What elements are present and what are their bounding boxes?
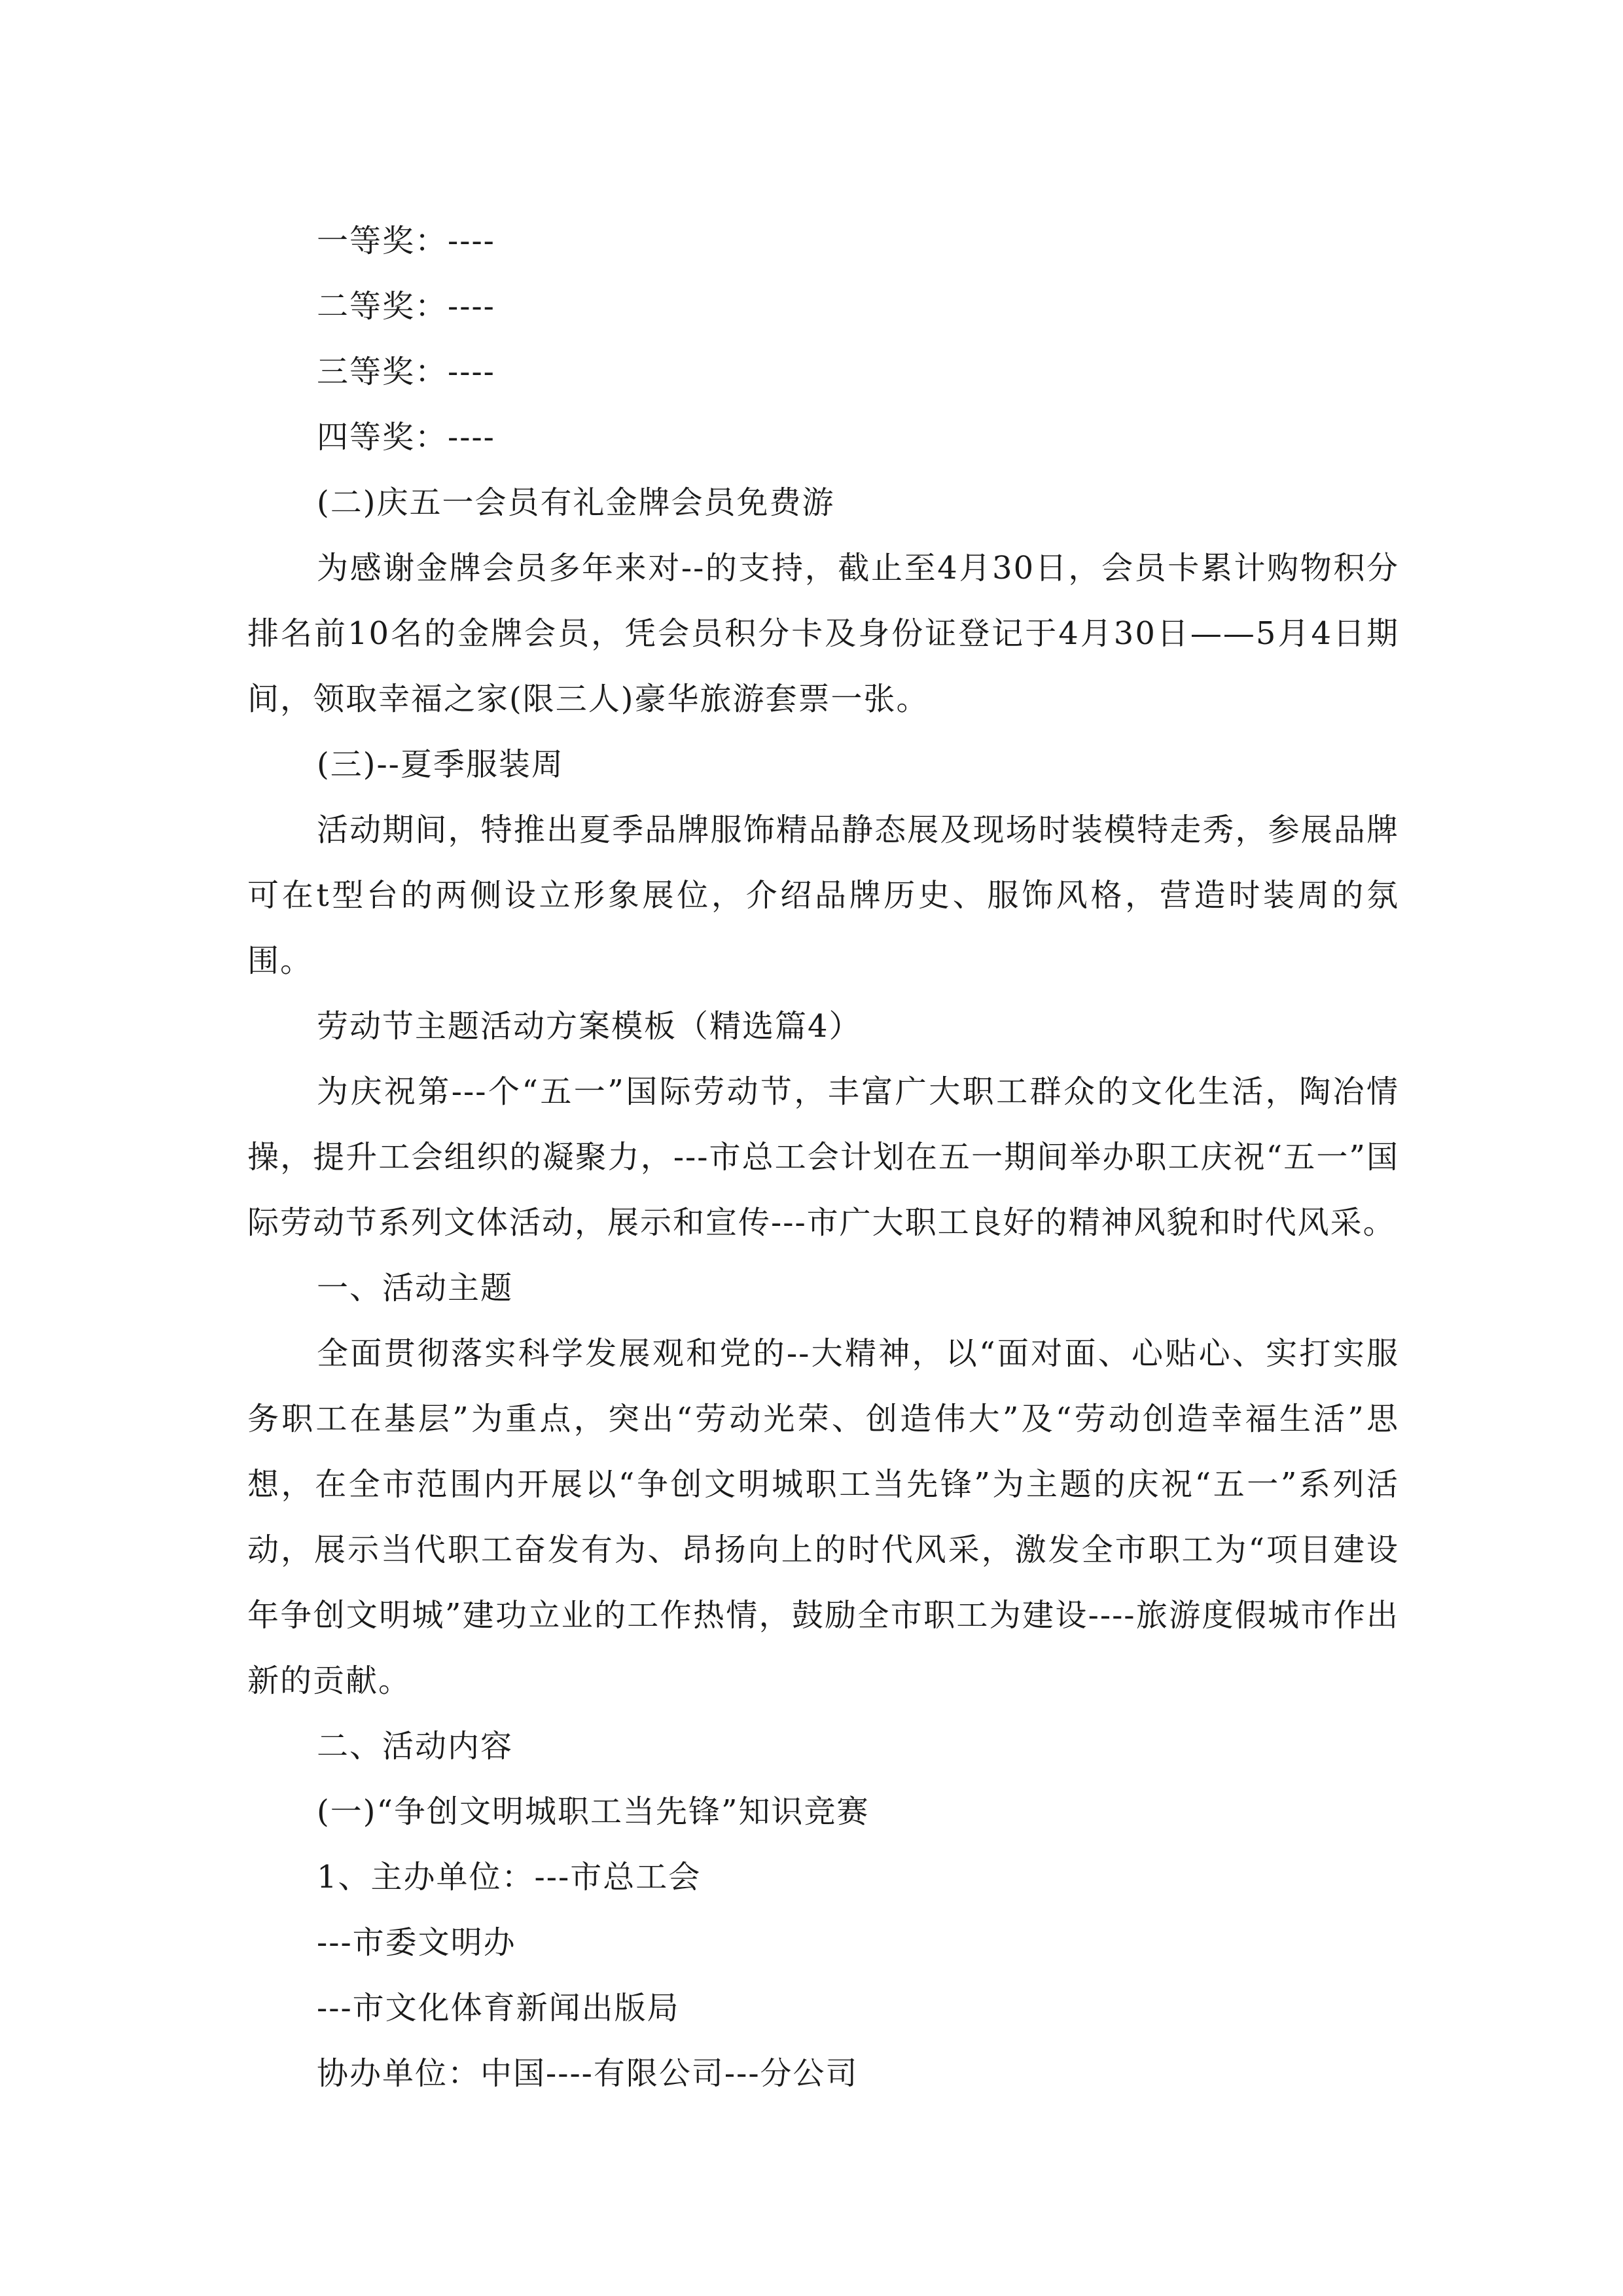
document-body [247,208,1399,2106]
paragraph-activity-theme: 全面贯彻落实科学发展观和党的--大精神，以“面对面、心贴心、实打实服务职工在基层”为重点，突出“劳动光荣、创造伟大”及“劳动创造幸福生活”思想，在全市范围内开展以“争创文明城职工当先锋”为主题的庆祝“五一”系列活动，展示当代职工奋发有为、昂扬向上的时代风采，激发全市职工为“项目建设年争创文明城”建功立业的工作热情，鼓励全市职工为建设----旅游度假城市作出新的贡献。 [247,1335,1399,1699]
organizer-culture-bureau: ---市文化体育新闻出版局 [317,1990,680,2026]
prize-fourth: 四等奖：---- [317,419,495,456]
section-heading-gold-member: (二)庆五一会员有礼金牌会员免费游 [317,484,835,521]
paragraph-gold-member: 为感谢金牌会员多年来对--的支持，截止至4月30日，会员卡累计购物积分排名前10名的金牌会员，凭会员积分卡及身份证登记于4月30日——5月4日期间，领取幸福之家(限三人)豪华旅游套票一张。 [247,550,1399,717]
organizer-civilization-office: ---市委文明办 [317,1924,516,1961]
prize-first: 一等奖：---- [317,223,495,259]
organizer-line: 1、主办单位：---市总工会 [317,1859,702,1895]
heading-activity-theme: 一、活动主题 [317,1270,514,1306]
co-organizer-line: 协办单位：中国----有限公司---分公司 [317,2055,859,2092]
section-heading-summer-fashion: (三)--夏季服装周 [317,746,564,783]
paragraph-intro: 为庆祝第---个“五一”国际劳动节，丰富广大职工群众的文化生活，陶冶情操，提升工会组织的凝聚力，---市总工会计划在五一期间举办职工庆祝“五一”国际劳动节系列文体活动，展示和宣传---市广大职工良好的精神风貌和时代风采。 [247,1073,1399,1241]
prize-third: 三等奖：---- [317,353,495,390]
heading-activity-content: 二、活动内容 [317,1728,514,1765]
article-title: 劳动节主题活动方案模板（精选篇4） [317,1008,862,1045]
prize-second: 二等奖：---- [317,288,495,325]
paragraph-summer-fashion: 活动期间，特推出夏季品牌服饰精品静态展及现场时装模特走秀，参展品牌可在t型台的两侧设立形象展位，介绍品牌历史、服饰风格，营造时装周的氛围。 [247,812,1399,979]
heading-knowledge-contest: (一)“争创文明城职工当先锋”知识竞赛 [317,1793,870,1830]
